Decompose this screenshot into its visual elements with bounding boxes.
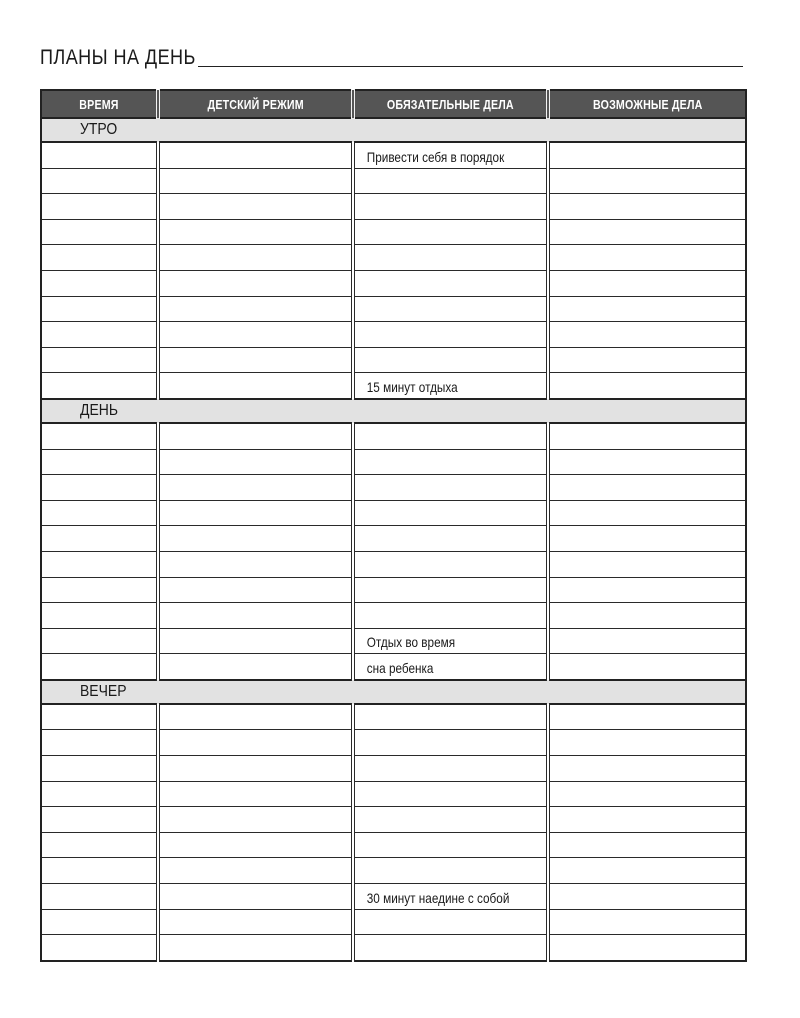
mandatory-cell[interactable] bbox=[353, 551, 548, 577]
time-cell[interactable] bbox=[41, 756, 158, 782]
mandatory-cell[interactable] bbox=[353, 449, 548, 475]
optional-cell[interactable] bbox=[548, 730, 746, 756]
table-row bbox=[41, 296, 746, 322]
table-row bbox=[41, 168, 746, 194]
mandatory-cell[interactable] bbox=[353, 500, 548, 526]
child-schedule-cell[interactable] bbox=[158, 449, 353, 475]
mandatory-cell[interactable] bbox=[353, 628, 548, 654]
child-schedule-cell[interactable] bbox=[158, 654, 353, 680]
optional-cell[interactable] bbox=[548, 807, 746, 833]
optional-cell[interactable] bbox=[548, 423, 746, 449]
child-schedule-cell[interactable] bbox=[158, 526, 353, 552]
table-row bbox=[41, 654, 746, 680]
table-row bbox=[41, 730, 746, 756]
section-evening bbox=[41, 680, 746, 704]
mandatory-cell[interactable] bbox=[353, 756, 548, 782]
time-cell[interactable] bbox=[41, 449, 158, 475]
mandatory-cell[interactable] bbox=[353, 322, 548, 348]
title-write-in-line[interactable] bbox=[198, 65, 743, 67]
header-mandatory: ОБЯЗАТЕЛЬНЫЕ ДЕЛА bbox=[353, 90, 548, 118]
time-cell[interactable] bbox=[41, 884, 158, 910]
mandatory-cell[interactable] bbox=[353, 909, 548, 935]
time-cell[interactable] bbox=[41, 526, 158, 552]
optional-cell[interactable] bbox=[548, 577, 746, 603]
table-row bbox=[41, 270, 746, 296]
mandatory-cell[interactable] bbox=[353, 245, 548, 271]
mandatory-cell[interactable] bbox=[353, 296, 548, 322]
mandatory-cell[interactable] bbox=[353, 373, 548, 399]
section-label: ДЕНЬ bbox=[41, 399, 746, 423]
time-cell[interactable] bbox=[41, 142, 158, 168]
mandatory-cell[interactable] bbox=[353, 730, 548, 756]
time-cell[interactable] bbox=[41, 270, 158, 296]
time-cell[interactable] bbox=[41, 245, 158, 271]
header-time: ВРЕМЯ bbox=[41, 90, 158, 118]
time-cell[interactable] bbox=[41, 219, 158, 245]
child-schedule-cell[interactable] bbox=[158, 142, 353, 168]
optional-cell[interactable] bbox=[548, 756, 746, 782]
mandatory-cell[interactable] bbox=[353, 704, 548, 730]
optional-cell[interactable] bbox=[548, 832, 746, 858]
table-row bbox=[41, 423, 746, 449]
child-schedule-cell[interactable] bbox=[158, 628, 353, 654]
child-schedule-cell[interactable] bbox=[158, 704, 353, 730]
table-row bbox=[41, 781, 746, 807]
time-cell[interactable] bbox=[41, 807, 158, 833]
time-cell[interactable] bbox=[41, 551, 158, 577]
child-schedule-cell[interactable] bbox=[158, 219, 353, 245]
child-schedule-cell[interactable] bbox=[158, 347, 353, 373]
optional-cell[interactable] bbox=[548, 603, 746, 629]
section-label: УТРО bbox=[41, 118, 746, 142]
child-schedule-cell[interactable] bbox=[158, 807, 353, 833]
header-optional: ВОЗМОЖНЫЕ ДЕЛА bbox=[548, 90, 746, 118]
task-note: 30 минут наедине с собой bbox=[366, 889, 510, 906]
time-cell[interactable] bbox=[41, 704, 158, 730]
time-cell[interactable] bbox=[41, 194, 158, 220]
optional-cell[interactable] bbox=[548, 628, 746, 654]
table-row bbox=[41, 858, 746, 884]
table-row bbox=[41, 194, 746, 220]
time-cell[interactable] bbox=[41, 373, 158, 399]
time-cell[interactable] bbox=[41, 475, 158, 501]
optional-cell[interactable] bbox=[548, 526, 746, 552]
table-row bbox=[41, 373, 746, 399]
optional-cell[interactable] bbox=[548, 909, 746, 935]
optional-cell[interactable] bbox=[548, 322, 746, 348]
table-row bbox=[41, 551, 746, 577]
mandatory-cell[interactable] bbox=[353, 858, 548, 884]
mandatory-cell[interactable] bbox=[353, 194, 548, 220]
time-cell[interactable] bbox=[41, 500, 158, 526]
optional-cell[interactable] bbox=[548, 500, 746, 526]
mandatory-cell[interactable] bbox=[353, 935, 548, 961]
optional-cell[interactable] bbox=[548, 551, 746, 577]
table-row bbox=[41, 832, 746, 858]
optional-cell[interactable] bbox=[548, 449, 746, 475]
time-cell[interactable] bbox=[41, 654, 158, 680]
table-row bbox=[41, 219, 746, 245]
optional-cell[interactable] bbox=[548, 270, 746, 296]
child-schedule-cell[interactable] bbox=[158, 577, 353, 603]
child-schedule-cell[interactable] bbox=[158, 270, 353, 296]
mandatory-cell[interactable] bbox=[353, 526, 548, 552]
mandatory-cell[interactable] bbox=[353, 603, 548, 629]
optional-cell[interactable] bbox=[548, 245, 746, 271]
child-schedule-cell[interactable] bbox=[158, 168, 353, 194]
time-cell[interactable] bbox=[41, 423, 158, 449]
mandatory-cell[interactable] bbox=[353, 884, 548, 910]
time-cell[interactable] bbox=[41, 781, 158, 807]
time-cell[interactable] bbox=[41, 347, 158, 373]
header-child-schedule: ДЕТСКИЙ РЕЖИМ bbox=[158, 90, 353, 118]
mandatory-cell[interactable] bbox=[353, 219, 548, 245]
daily-planner-table bbox=[40, 89, 747, 962]
table-row bbox=[41, 909, 746, 935]
time-cell[interactable] bbox=[41, 832, 158, 858]
optional-cell[interactable] bbox=[548, 858, 746, 884]
optional-cell[interactable] bbox=[548, 935, 746, 961]
child-schedule-cell[interactable] bbox=[158, 603, 353, 629]
time-cell[interactable] bbox=[41, 858, 158, 884]
table-row bbox=[41, 142, 746, 168]
mandatory-cell[interactable] bbox=[353, 475, 548, 501]
task-note: 15 минут отдыха bbox=[366, 378, 458, 395]
child-schedule-cell[interactable] bbox=[158, 781, 353, 807]
child-schedule-cell[interactable] bbox=[158, 245, 353, 271]
header-row bbox=[41, 90, 746, 118]
table-row bbox=[41, 628, 746, 654]
mandatory-cell[interactable] bbox=[353, 781, 548, 807]
table-row bbox=[41, 884, 746, 910]
optional-cell[interactable] bbox=[548, 884, 746, 910]
optional-cell[interactable] bbox=[548, 296, 746, 322]
time-cell[interactable] bbox=[41, 296, 158, 322]
mandatory-cell[interactable] bbox=[353, 832, 548, 858]
child-schedule-cell[interactable] bbox=[158, 500, 353, 526]
task-note: Привести себя в порядок bbox=[366, 148, 505, 165]
optional-cell[interactable] bbox=[548, 373, 746, 399]
page-title: ПЛАНЫ НА ДЕНЬ bbox=[40, 46, 196, 69]
table-row bbox=[41, 704, 746, 730]
time-cell[interactable] bbox=[41, 603, 158, 629]
task-note: Отдых во время bbox=[366, 634, 456, 651]
child-schedule-cell[interactable] bbox=[158, 475, 353, 501]
time-cell[interactable] bbox=[41, 909, 158, 935]
optional-cell[interactable] bbox=[548, 168, 746, 194]
child-schedule-cell[interactable] bbox=[158, 832, 353, 858]
child-schedule-cell[interactable] bbox=[158, 935, 353, 961]
mandatory-cell[interactable] bbox=[353, 347, 548, 373]
child-schedule-cell[interactable] bbox=[158, 909, 353, 935]
child-schedule-cell[interactable] bbox=[158, 756, 353, 782]
time-cell[interactable] bbox=[41, 168, 158, 194]
optional-cell[interactable] bbox=[548, 194, 746, 220]
table-row bbox=[41, 756, 746, 782]
optional-cell[interactable] bbox=[548, 347, 746, 373]
optional-cell[interactable] bbox=[548, 219, 746, 245]
child-schedule-cell[interactable] bbox=[158, 373, 353, 399]
table-row bbox=[41, 347, 746, 373]
child-schedule-cell[interactable] bbox=[158, 322, 353, 348]
mandatory-cell[interactable] bbox=[353, 654, 548, 680]
optional-cell[interactable] bbox=[548, 142, 746, 168]
child-schedule-cell[interactable] bbox=[158, 551, 353, 577]
table-row bbox=[41, 500, 746, 526]
table-row bbox=[41, 245, 746, 271]
table-row bbox=[41, 603, 746, 629]
child-schedule-cell[interactable] bbox=[158, 296, 353, 322]
mandatory-cell[interactable] bbox=[353, 423, 548, 449]
child-schedule-cell[interactable] bbox=[158, 730, 353, 756]
section-morning bbox=[41, 118, 746, 142]
time-cell[interactable] bbox=[41, 322, 158, 348]
child-schedule-cell[interactable] bbox=[158, 423, 353, 449]
mandatory-cell[interactable] bbox=[353, 168, 548, 194]
table-row bbox=[41, 475, 746, 501]
optional-cell[interactable] bbox=[548, 654, 746, 680]
table-row bbox=[41, 935, 746, 961]
section-label: ВЕЧЕР bbox=[41, 680, 746, 704]
time-cell[interactable] bbox=[41, 730, 158, 756]
table-row bbox=[41, 449, 746, 475]
optional-cell[interactable] bbox=[548, 704, 746, 730]
mandatory-cell[interactable] bbox=[353, 577, 548, 603]
child-schedule-cell[interactable] bbox=[158, 858, 353, 884]
optional-cell[interactable] bbox=[548, 475, 746, 501]
mandatory-cell[interactable] bbox=[353, 270, 548, 296]
time-cell[interactable] bbox=[41, 577, 158, 603]
mandatory-cell[interactable] bbox=[353, 807, 548, 833]
task-note: сна ребенка bbox=[366, 659, 434, 676]
mandatory-cell[interactable] bbox=[353, 142, 548, 168]
time-cell[interactable] bbox=[41, 935, 158, 961]
table-row bbox=[41, 807, 746, 833]
child-schedule-cell[interactable] bbox=[158, 194, 353, 220]
section-day bbox=[41, 399, 746, 423]
page-title-block bbox=[40, 40, 743, 70]
child-schedule-cell[interactable] bbox=[158, 884, 353, 910]
table-row bbox=[41, 322, 746, 348]
optional-cell[interactable] bbox=[548, 781, 746, 807]
table-row bbox=[41, 526, 746, 552]
time-cell[interactable] bbox=[41, 628, 158, 654]
table-row bbox=[41, 577, 746, 603]
